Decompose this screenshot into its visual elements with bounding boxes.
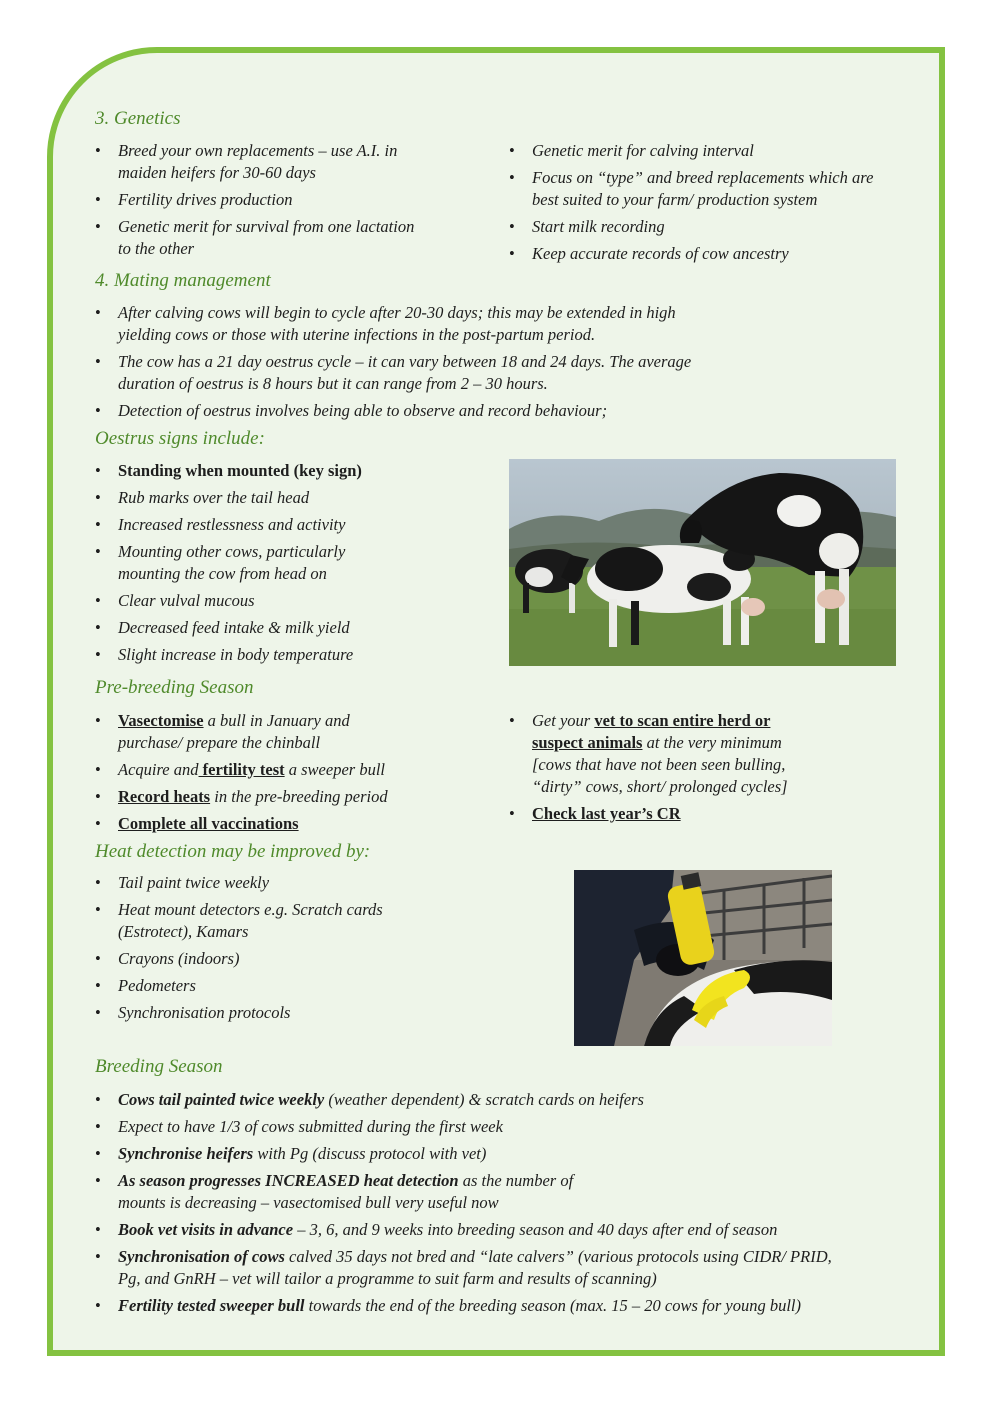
record-heats-text: Record heats [118, 787, 211, 806]
vet-scan-text: vet to scan entire herd or suspect animals [532, 711, 771, 752]
vaccinations-text: Complete all vaccinations [118, 814, 299, 833]
oestrus-list [95, 460, 385, 666]
vasectomise-text: Vasectomise [118, 711, 204, 730]
list-item: • Increased restlessness and activity [95, 514, 385, 536]
heat-detection-heading: Heat detection may be improved by: [95, 841, 371, 862]
item-text: a sweeper bull [284, 760, 385, 779]
mating-list [95, 302, 725, 422]
genetics-heading: 3. Genetics [95, 108, 181, 129]
list-item: • Mounting other cows, particularly mounting the cow from head on [95, 541, 385, 585]
synchronise-heifers-text: Synchronise heifers [118, 1144, 254, 1163]
genetics-right-list [509, 140, 889, 265]
oestrus-heading: Oestrus signs include: [95, 428, 265, 449]
list-item [95, 813, 415, 835]
list-item: • Keep accurate records of cow ancestry [509, 243, 889, 265]
list-item: • Pedometers [95, 975, 385, 997]
prebreeding-right-list [509, 710, 809, 825]
genetics-left-list [95, 140, 425, 260]
cows-mounting-photo [509, 459, 896, 666]
list-item: • Breed your own replacements – use A.I. in maiden heifers for 30-60 days [95, 140, 425, 184]
list-item: • Crayons (indoors) [95, 948, 385, 970]
item-text: in the pre-breeding period [210, 787, 388, 806]
item-text: at the very minimum [cows that have not been seen bulling, “dirty” cows, short/ prolonged cycles] [532, 733, 788, 796]
list-item: • Rub marks over the tail head [95, 487, 385, 509]
breeding-heading: Breeding Season [95, 1056, 223, 1077]
check-cr-text: Check last year’s CR [532, 804, 681, 823]
list-item [95, 1219, 885, 1241]
list-item: • Focus on “type” and breed replacements which are best suited to your farm/ production system [509, 167, 889, 211]
list-item [95, 1295, 885, 1317]
list-item: • After calving cows will begin to cycle after 20-30 days; this may be extended in high yielding cows or those with uterine infections in the post-partum period. [95, 302, 725, 346]
vet-visits-text: Book vet visits in advance [118, 1220, 294, 1239]
item-text: as the number of mounts is decreasing – vasectomised bull very useful now [118, 1171, 574, 1212]
list-item: • Synchronisation protocols [95, 1002, 385, 1024]
item-text: Acquire and [118, 760, 199, 779]
prebreeding-heading: Pre-breeding Season [95, 677, 254, 698]
list-item: • Decreased feed intake & milk yield [95, 617, 385, 639]
list-item: • Genetic merit for survival from one lactation to the other [95, 216, 425, 260]
list-item [95, 1170, 618, 1214]
mating-heading: 4. Mating management [95, 270, 271, 291]
list-item: • The cow has a 21 day oestrus cycle – it can vary between 18 and 24 days. The average duration of oestrus is 8 hours but it can range from 2 – 30 hours. [95, 351, 725, 395]
tail-painted-text: Cows tail painted twice weekly [118, 1090, 325, 1109]
item-text: towards the end of the breeding season (max. 15 – 20 cows for young bull) [304, 1296, 802, 1315]
list-item [95, 710, 415, 754]
tail-paint-photo [574, 870, 832, 1046]
list-item [95, 1143, 885, 1165]
key-sign-text: Standing when mounted (key sign) [118, 461, 362, 480]
breeding-list [95, 1089, 885, 1317]
sweeper-bull-text: Fertility tested sweeper bull [118, 1296, 305, 1315]
fertility-test-text: fertility test [198, 760, 285, 779]
list-item: • Tail paint twice weekly [95, 872, 385, 894]
heat-detection-list [95, 872, 385, 1024]
list-item [95, 1089, 885, 1111]
list-item: • Fertility drives production [95, 189, 425, 211]
list-item [95, 1246, 838, 1290]
item-text: (weather dependent) & scratch cards on heifers [324, 1090, 644, 1109]
item-text: with Pg (discuss protocol with vet) [253, 1144, 487, 1163]
heat-detection-increase-text: As season progresses INCREASED heat detection [118, 1171, 459, 1190]
list-item: • Slight increase in body temperature [95, 644, 385, 666]
list-item: • Expect to have 1/3 of cows submitted during the first week [95, 1116, 885, 1138]
list-item: • Genetic merit for calving interval [509, 140, 889, 162]
item-text: a bull in January and purchase/ prepare the chinball [118, 711, 350, 752]
list-item [95, 460, 385, 482]
item-text: Get your [532, 711, 595, 730]
synchronise-cows-text: Synchronisation of cows [118, 1247, 285, 1266]
list-item: • Start milk recording [509, 216, 889, 238]
list-item: • Clear vulval mucous [95, 590, 385, 612]
list-item [509, 803, 809, 825]
prebreeding-left-list [95, 710, 415, 835]
item-text: – 3, 6, and 9 weeks into breeding season and 40 days after end of season [293, 1220, 778, 1239]
list-item [95, 786, 415, 808]
item-text: calved 35 days not bred and “late calvers” (various protocols using CIDR/ PRID, Pg, and GnRH – vet will tailor a programme to suit farm and results of scanning) [118, 1247, 832, 1288]
list-item: • Detection of oestrus involves being able to observe and record behaviour; [95, 400, 725, 422]
list-item [509, 710, 809, 798]
list-item [95, 759, 415, 781]
list-item: • Heat mount detectors e.g. Scratch cards (Estrotect), Kamars [95, 899, 385, 943]
